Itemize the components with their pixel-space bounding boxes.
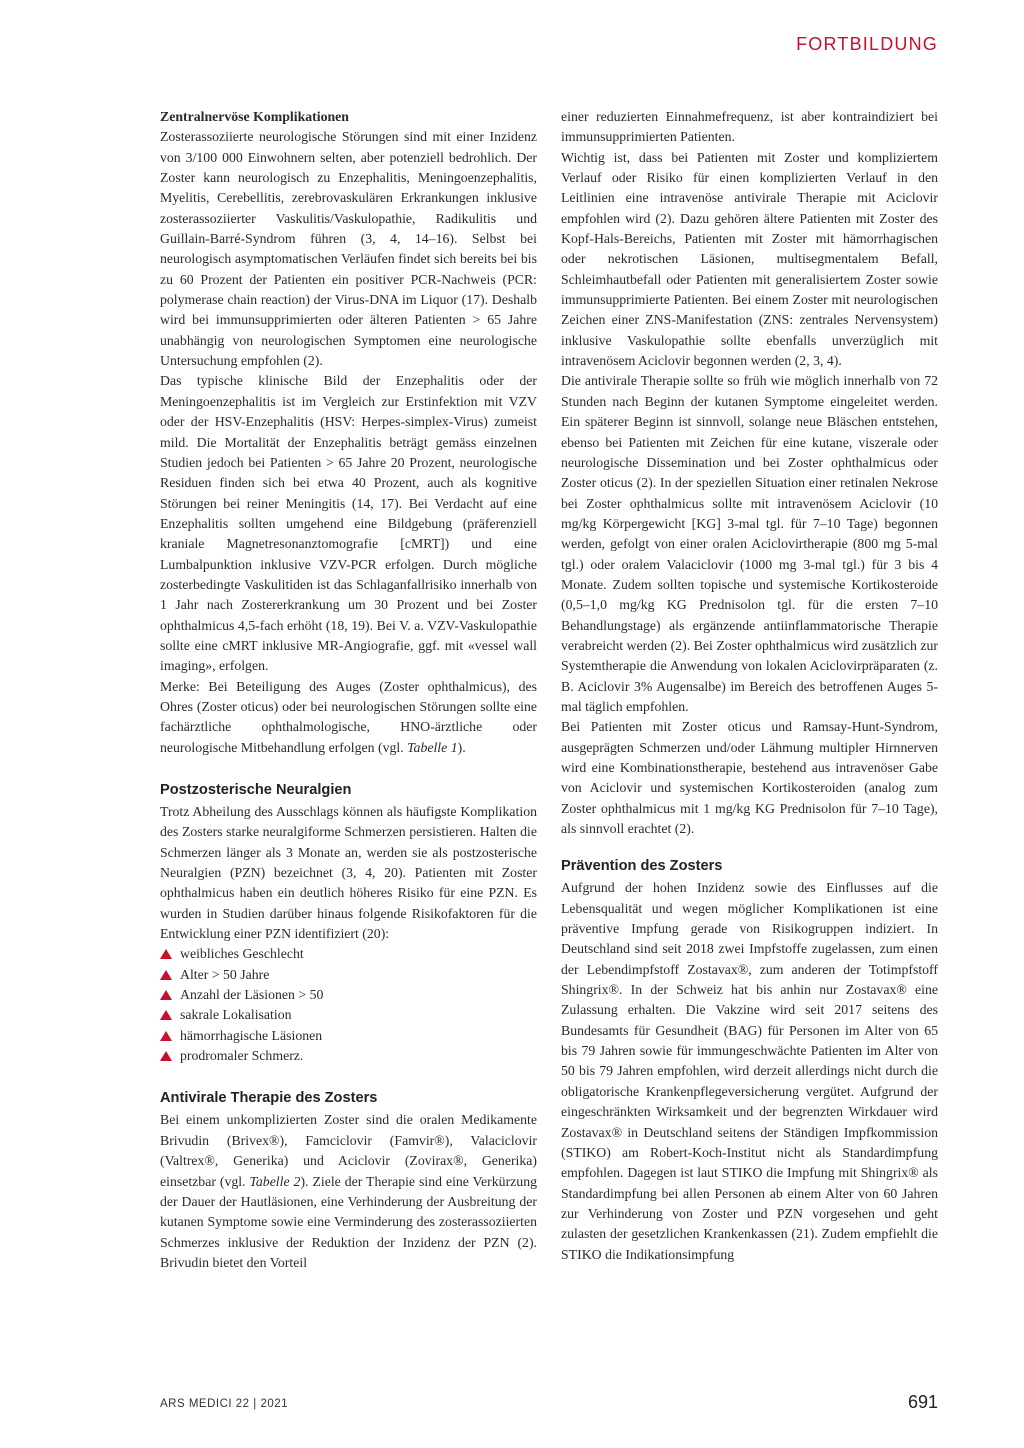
table-reference: Tabelle 1 bbox=[407, 739, 458, 755]
triangle-bullet-icon bbox=[160, 970, 172, 980]
list-item: Alter > 50 Jahre bbox=[160, 965, 537, 985]
paragraph: Trotz Abheilung des Ausschlags können als häufigste Komplikation des Zosters starke neuralgiforme Schmerzen persistieren. Halten die Schmerzen länger als 3 Monate an, werden sie als postzosterische Neuralgien (PZN) bezeichnet (3, 4, 20). Patienten mit Zoster ophthalmicus haben ein deutlich höheres Risiko für eine PZN. Es wurden in Studien darüber hinaus folgende Risikofaktoren für die Entwicklung einer PZN identifiziert (20): bbox=[160, 804, 537, 942]
list-item: Anzahl der Läsionen > 50 bbox=[160, 985, 537, 1005]
paragraph: Bei Patienten mit Zoster oticus und Ramsay-Hunt-Syndrom, ausgeprägten Schmerzen und/oder Lähmung multipler Hirnnerven wird eine Kombinationstherapie, bestehend aus intravenöser Gabe von Aciclovir und systemischen Kortikosteroiden (analog zum Zoster ophthalmicus mit 1 mg/kg KG Prednisolon für 7–10 Tage), als sinnvoll erachtet (2). bbox=[561, 719, 938, 837]
section-label: FORTBILDUNG bbox=[796, 34, 938, 54]
heading-pzn: Postzosterische Neuralgien bbox=[160, 782, 352, 798]
paragraph: Das typische klinische Bild der Enzephalitis oder der Meningoenzephalitis ist im Vergleich zur Erstinfektion mit VZV oder der HSV-Enzephalitis (HSV: Herpes-simplex-Virus) zumeist mild. Die Mortalität der Enzephalitis beträgt gemäss einzelnen Studien jedoch bei Patienten > 65 Jahre 20 Prozent, neurologische Residuen finden sich bei etwa 40 Prozent, auch als kognitive Störungen bei reiner Meningitis (14, 17). Bei Verdacht auf eine Enzephalitis sollten umgehend eine Bildgebung (präferenziell kraniale Magnetresonanztomografie [cMRT]) und eine Lumbalpunktion inklusive VZV-PCR erfolgen. Durch mögliche zosterbedingte Vaskulitiden ist das Schlaganfallrisiko innerhalb von 1 Jahr nach Zostererkrankung um 30 Prozent und bei Zoster ophthalmicus 4,5-fach erhöht (18, 19). Bei V. a. VZV-Vaskulopathie sollte eine cMRT inklusive MR-Angiografie, ggf. mit «vessel wall imaging», erfolgen. bbox=[160, 373, 537, 674]
paragraph: Bei einem unkomplizierten Zoster sind die oralen Medikamente Brivudin (Brivex®), Famciclovir (Famvir®), Valaciclovir (Valtrex®, Generika) und Aciclovir (Zovirax®, Generika) einsetzbar (vgl. Tabelle 2). Ziele der Therapie sind eine Verkürzung der Dauer der Hautläsionen, eine Verhinderung der Ausbreitung der kutanen Symptome sowie eine Verminderung des zosterassoziierten Schmerzes inklusive der Reduktion der Inzidenz der PZN (2). Brivudin bietet den Vorteil bbox=[160, 1112, 537, 1270]
risk-factor-list bbox=[160, 944, 537, 1066]
paragraph-merke: Merke: Bei Beteiligung des Auges (Zoster ophthalmicus), des Ohres (Zoster oticus) oder bei neurologischen Störungen sollte eine fachärztliche ophthalmologische, HNO-ärztliche oder neurologische Mitbehandlung erfolgen (vgl. Tabelle 1). bbox=[160, 678, 537, 755]
triangle-bullet-icon bbox=[160, 1031, 172, 1041]
list-item: hämorrhagische Läsionen bbox=[160, 1026, 537, 1046]
heading-antiviral: Antivirale Therapie des Zosters bbox=[160, 1090, 378, 1107]
paragraph: Wichtig ist, dass bei Patienten mit Zoster und kompliziertem Verlauf oder Risiko für einen komplizierten Verlauf in den Leitlinien eine intravenöse antivirale Therapie mit Aciclovir empfohlen wird (2). Dazu gehören ältere Patienten mit Zoster des Kopf-Hals-Bereichs, Patienten mit Zoster mit hämorrhagischen oder nekrotischen Läsionen, multisegmentalem Befall, Schleimhautbefall oder Patienten mit generalisiertem Zoster sowie immunsupprimierte Patienten. Bei einem Zoster mit neurologischen Zeichen einer ZNS-Manifestation (ZNS: zentrales Nervensystem) inklusive Vaskulopathie sollte ebenfalls unverzüglich mit intravenösem Aciclovir begonnen werden (2, 3, 4). bbox=[561, 149, 938, 369]
page-number: 691 bbox=[907, 1392, 938, 1412]
right-column bbox=[561, 107, 938, 1265]
triangle-bullet-icon bbox=[160, 1051, 172, 1061]
list-item: weibliches Geschlecht bbox=[160, 944, 537, 964]
paragraph: Zosterassoziierte neurologische Störungen sind mit einer Inzidenz von 3/100 000 Einwohnern selten, aber potenziell bedrohlich. Der Zoster kann neurologisch zu Enzephalitis, Meningoenzephalitis, Myelitis, Cerebellitis, zerebrovaskulären Erkrankungen inklusive zosterassoziierter Vaskulitis/Vaskulopathie, Radikulitis und Guillain-Barré-Syndrom führen (3, 4, 14–16). Selbst bei neurologisch asymptomatischen Verläufen findet sich bereits bei bis zu 60 Prozent der Patienten ein positiver PCR-Nachweis (PCR: polymerase chain reaction) der Virus-DNA im Liquor (17). Deshalb wird bei immunsupprimierten oder älteren Patienten > 65 Jahre unabhängig von neurologischen Symptomen eine neurologische Untersuchung empfohlen (2). bbox=[160, 129, 537, 369]
triangle-bullet-icon bbox=[160, 990, 172, 1000]
triangle-bullet-icon bbox=[160, 1010, 172, 1020]
list-item: sakrale Lokalisation bbox=[160, 1005, 537, 1025]
paragraph: Aufgrund der hohen Inzidenz sowie des Einflusses auf die Lebensqualität und wegen möglicher Komplikationen ist eine präventive Impfung gerade von Risikogruppen indiziert. In Deutschland sind seit 2018 zwei Impfstoffe zugelassen, zum einen der Lebendimpfstoff Zostavax®, zum anderen der Totimpfstoff Shingrix®. In der Schweiz hat bis anhin nur Zostavax® eine Zulassung erhalten. Die Vakzine wird seit 2017 seitens des Bundesamts für Gesundheit (BAG) für Personen im Alter von 65 bis 79 Jahren sowie für immungeschwächte Patienten im Alter von 50 bis 79 Jahren empfohlen, wird derzeit allerdings nicht durch die obligatorische Krankenpflegeversicherung vergütet. Aufgrund der eingeschränkten Wirksamkeit und der begrenzten Wirkdauer wird Zostavax® in Deutschland seitens der Ständigen Impfkommission (STIKO) am Robert-Koch-Institut nicht als Standardimpfung empfohlen. Dagegen ist laut STIKO die Impfung mit Shingrix® als Standardimpfung bei allen Personen ab einem Alter von 60 Jahren zur Verhinderung von Zoster und PZN vorgesehen und geht zulasten der gesetzlichen Krankenkassen (21). Zudem empfiehlt die STIKO die Indikationsimpfung bbox=[561, 880, 938, 1262]
list-item: prodromaler Schmerz. bbox=[160, 1046, 537, 1066]
table-reference: Tabelle 2 bbox=[249, 1173, 301, 1189]
triangle-bullet-icon bbox=[160, 949, 172, 959]
left-column bbox=[160, 107, 537, 1273]
paragraph: Die antivirale Therapie sollte so früh wie möglich innerhalb von 72 Stunden nach Beginn der kutanen Symptome eingeleitet werden. Ein späterer Beginn ist sinnvoll, solange neue Bläschen entstehen, ebenso bei Patienten mit Zeichen für eine kutane, viszerale oder neurologische Dissemination und bei Zoster ophthalmicus oder Zoster oticus (2). In der speziellen Situation einer retinalen Nekrose bei Zoster ophthalmicus sollte mit intravenösem Aciclovir (10 mg/kg Körpergewicht [KG] 3-mal tgl. für 7–10 Tage) begonnen werden, gefolgt von einer oralen Aciclovirtherapie (800 mg 5-mal tgl.) oder oralem Valaciclovir (1000 mg 3-mal tgl.) für 3 bis 4 Monate. Zudem sollten topische und systemische Kortikosteroide (0,5–1,0 mg/kg KG Prednisolon tgl. für die ersten 7–10 Behandlungstage) als ergänzende antiinflammatorische Therapie verabreicht werden (2). Bei Zoster ophthalmicus wird zusätzlich zur Systemtherapie die Anwendung von lokalen Aciclovirpräparaten (z. B. Aciclovir 3% Augensalbe) im Bereich des betroffenen Auges 5-mal täglich empfohlen. bbox=[561, 373, 938, 714]
journal-footer: ARS MEDICI 22 | 2021 bbox=[160, 1398, 289, 1410]
subheading-zns: Zentralnervöse Komplikationen bbox=[160, 109, 349, 124]
paragraph: einer reduzierten Einnahmefrequenz, ist aber kontraindiziert bei immunsupprimierten Patienten. bbox=[561, 109, 938, 145]
heading-praevention: Prävention des Zosters bbox=[561, 858, 723, 875]
